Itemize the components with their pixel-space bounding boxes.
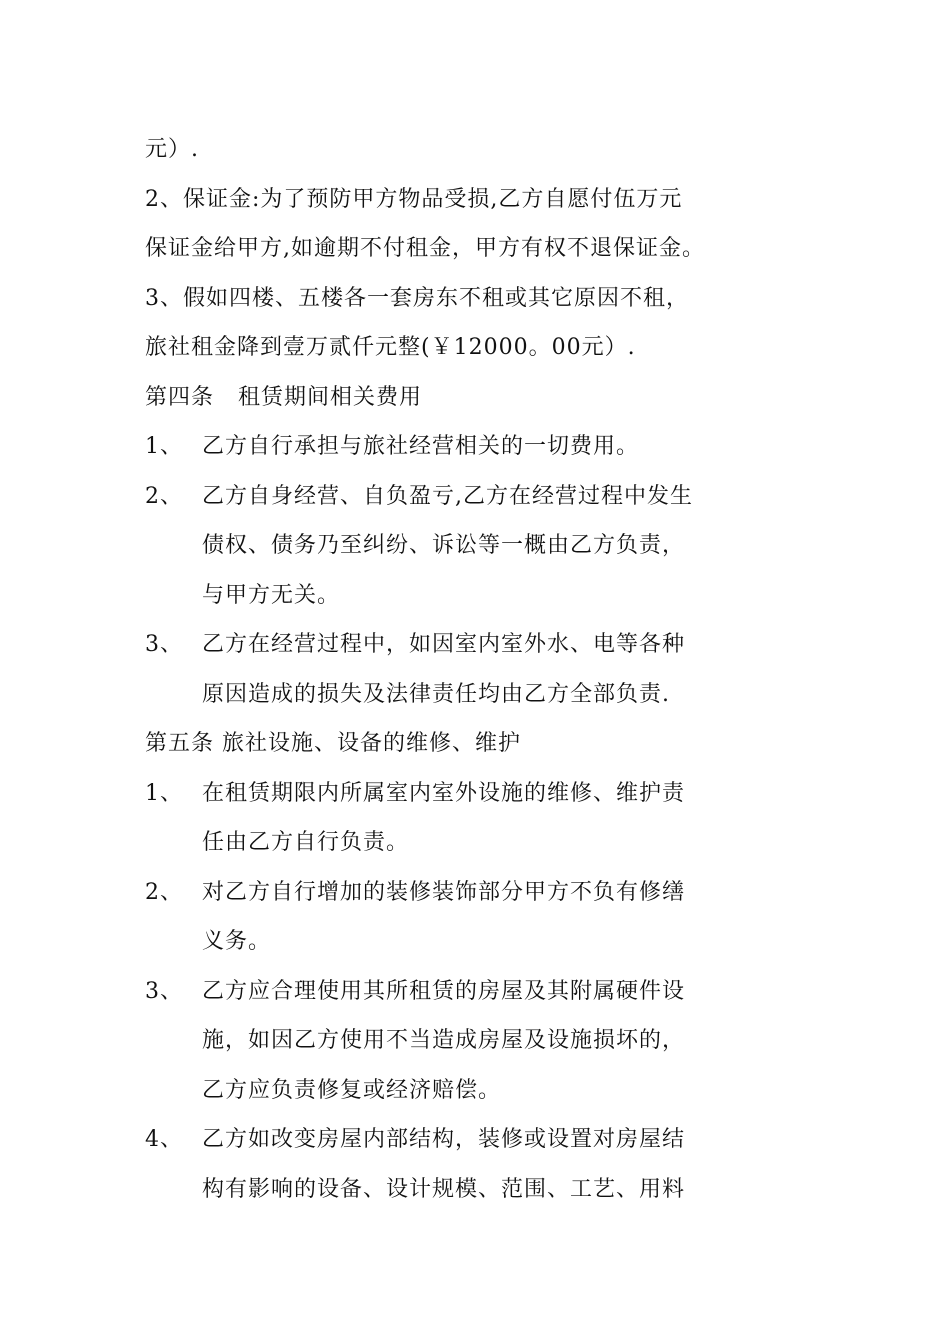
line-text: 元）. — [145, 137, 199, 162]
list-item — [145, 769, 770, 819]
line-text: 与甲方无关。 — [202, 582, 341, 608]
article-heading — [145, 719, 770, 769]
heading-text: 第四条 租赁期间相关费用 — [145, 384, 422, 410]
line-text: 2、保证金:为了预防甲方物品受损,乙方自愿付伍万元 — [145, 186, 683, 212]
list-number: 2、 — [145, 879, 183, 905]
text-line — [145, 224, 770, 274]
line-text: 3、假如四楼、五楼各一套房东不租或其它原因不租， — [145, 285, 689, 311]
line-text: 乙方应合理使用其所租赁的房屋及其附属硬件设 — [202, 978, 686, 1004]
line-text: 债权、债务乃至纠纷、诉讼等一概由乙方负责， — [202, 533, 686, 558]
list-item-continuation — [145, 1066, 770, 1116]
list-item — [145, 620, 770, 670]
line-text: 原因造成的损失及法律责任均由乙方全部负责. — [202, 681, 670, 707]
list-item — [145, 967, 770, 1017]
list-item-continuation — [145, 1016, 770, 1066]
line-text: 乙方自行承担与旅社经营相关的一切费用。 — [202, 434, 640, 459]
list-item-continuation — [145, 670, 770, 720]
list-item-continuation — [145, 818, 770, 868]
line-text: 旅社租金降到壹万贰仟元整(￥12000。00元）. — [145, 335, 636, 360]
list-item — [145, 1115, 770, 1165]
list-item-continuation — [145, 571, 770, 621]
line-text: 构有影响的设备、设计规模、范围、工艺、用料 — [202, 1176, 686, 1202]
line-text: 乙方如改变房屋内部结构，装修或设置对房屋结 — [202, 1127, 686, 1152]
text-line — [145, 274, 770, 324]
line-text: 对乙方自行增加的装修装饰部分甲方不负有修缮 — [202, 879, 686, 905]
text-line — [145, 125, 770, 175]
list-item — [145, 422, 770, 472]
line-text: 保证金给甲方,如逾期不付租金，甲方有权不退保证金。 — [145, 236, 705, 261]
text-line — [145, 323, 770, 373]
heading-text: 第五条 旅社设施、设备的维修、维护 — [145, 731, 521, 756]
list-number: 3、 — [145, 978, 183, 1004]
list-number: 1、 — [145, 434, 183, 459]
line-text: 任由乙方自行负责。 — [202, 830, 410, 855]
list-item-continuation — [145, 521, 770, 571]
line-text: 乙方在经营过程中，如因室内室外水、电等各种 — [202, 632, 686, 657]
list-number: 1、 — [145, 780, 183, 806]
text-line — [145, 175, 770, 225]
line-text: 乙方应负责修复或经济赔偿。 — [202, 1077, 502, 1103]
document-body — [145, 125, 770, 1214]
list-number: 3、 — [145, 632, 183, 657]
list-item — [145, 472, 770, 522]
list-item — [145, 868, 770, 918]
article-heading — [145, 373, 770, 423]
line-text: 施，如因乙方使用不当造成房屋及设施损坏的， — [202, 1028, 686, 1053]
list-number: 2、 — [145, 483, 183, 509]
list-item-continuation — [145, 917, 770, 967]
line-text: 乙方自身经营、自负盈亏,乙方在经营过程中发生 — [202, 483, 693, 509]
line-text: 在租赁期限内所属室内室外设施的维修、维护责 — [202, 780, 686, 806]
list-number: 4、 — [145, 1127, 183, 1152]
line-text: 义务。 — [202, 929, 272, 954]
list-item-continuation — [145, 1165, 770, 1215]
